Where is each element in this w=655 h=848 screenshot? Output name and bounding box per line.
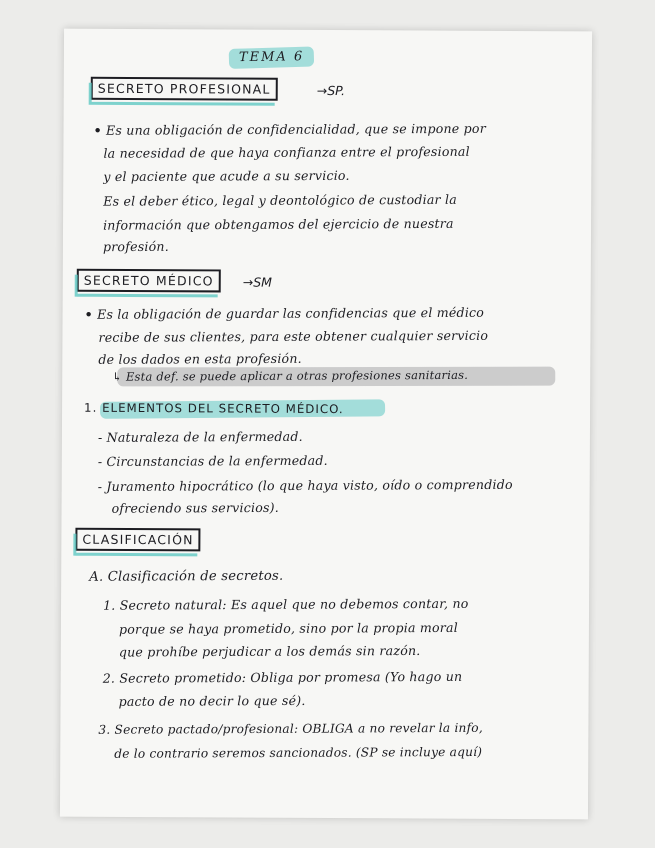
heading-secreto-profesional: SECRETO PROFESIONAL [91,77,278,101]
sp-line-5: información que obtengamos del ejercicio de nuestra [103,215,454,233]
bullet-icon: • [93,122,102,138]
heading-clasificacion: CLASIFICACIÓN [75,528,200,552]
heading-secreto-medico: SECRETO MÉDICO [77,269,221,293]
sp-line-4: Es el deber ético, legal y deontológico de custodiar la [103,191,457,209]
sm-line-1: • Es la obligación de guardar las confidencias que el médico [84,304,485,322]
sm-line-3: de los dados en esta profesión. [98,350,302,367]
clasif-item-3: que prohíbe perjudicar a los demás sin razón. [118,642,421,660]
clasif-item-7: de lo contrario seremos sancionados. (SP se incluye aquí) [114,744,483,761]
elementos-item-1: - Naturaleza de la enfermedad. [97,428,303,445]
elementos-item-3: - Juramento hipocrático (lo que haya visto, oído o comprendido [97,476,513,494]
bullet-icon: • [84,306,93,322]
sm-note: ↳ Esta def. se puede aplicar a otras profesiones sanitarias. [112,367,469,384]
sp-line-3: y el paciente que acude a su servicio. [103,167,350,185]
elementos-item-2: - Circunstancias de la enfermedad. [97,452,328,470]
sm-line-2: recibe de sus clientes, para este obtener cualquier servicio [98,327,489,345]
clasif-item-1: 1. Secreto natural: Es aquel que no debemos contar, no [103,595,469,613]
clasif-item-5: pacto de no decir lo que sé). [118,692,306,709]
clasif-item-2: porque se haya prometido, sino por la propia moral [118,619,458,637]
page-title: TEMA 6 [238,49,305,66]
clasif-item-4: 2. Secreto prometido: Obliga por promesa (Yo hago un [102,668,463,686]
heading-elementos: 1. ELEMENTOS DEL SECRETO MÉDICO. [84,400,344,417]
abbr-sm: →SM [242,274,272,290]
sp-line-6: profesión. [102,238,169,255]
clasif-item-6: 3. Secreto pactado/profesional: OBLIGA a no revelar la info, [98,720,483,737]
elementos-item-4: ofreciendo sus servicios). [111,499,279,516]
sp-line-2: la necesidad de que haya confianza entre el profesional [103,143,470,161]
notebook-page [60,29,592,820]
abbr-sp: →SP. [316,82,345,99]
clasificacion-sub: A. Clasificación de secretos. [89,568,284,585]
sp-line-1: • Es una obligación de confidencialidad, que se impone por [93,120,486,138]
